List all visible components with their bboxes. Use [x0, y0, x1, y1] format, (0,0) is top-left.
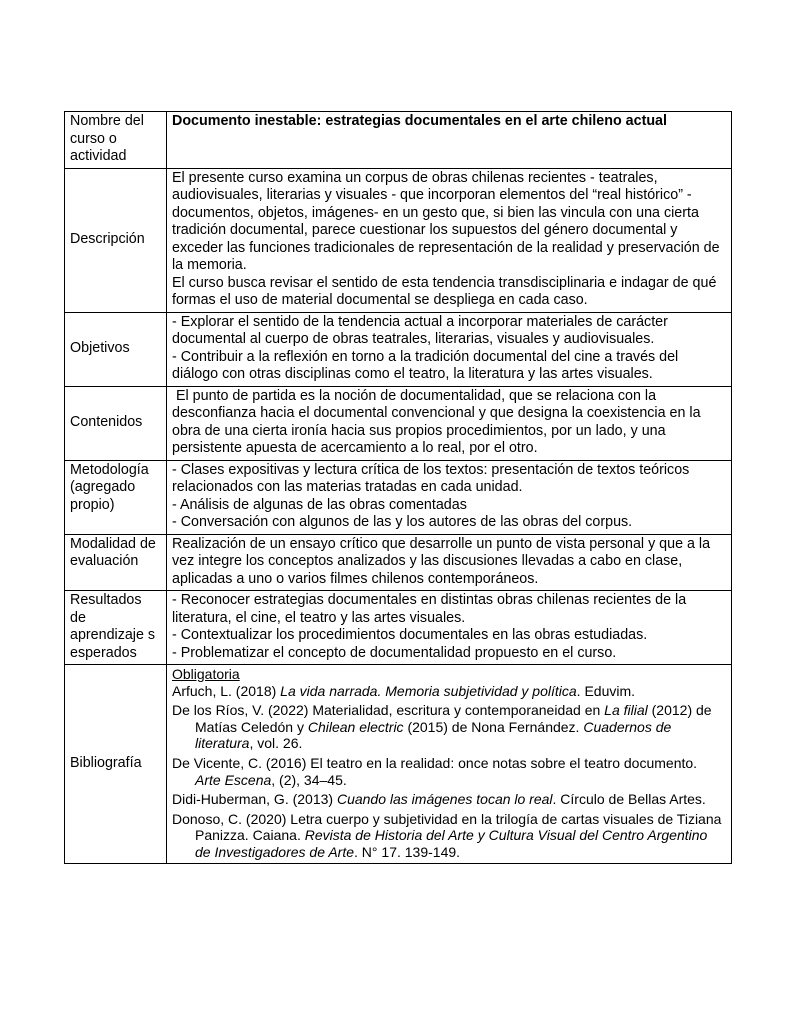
- reference-item: Didi-Huberman, G. (2013) Cuando las imágenes tocan lo real. Círculo de Bellas Artes.: [172, 791, 706, 808]
- objetivo-item: - Explorar el sentido de la tendencia actual a incorporar materiales de carácter documental al cuerpo de obras teatrales, literarias, visuales y audiovisuales.: [172, 313, 668, 347]
- value-resultados: [167, 591, 732, 665]
- label-contenidos: Contenidos: [65, 386, 167, 460]
- row-nombre: [65, 112, 732, 169]
- label-metodologia: Metodología (agregado propio): [65, 460, 167, 534]
- row-modalidad: [65, 534, 732, 591]
- value-modalidad: Realización de un ensayo crítico que desarrolle un punto de vista personal y que a la vez integre los conceptos analizados y las discusiones llevadas a cabo en clase, aplicadas a uno o varios filmes chilenos contemporáneos.: [167, 534, 732, 591]
- value-bibliografia: [167, 665, 732, 864]
- bibliografia-heading: Obligatoria: [172, 666, 240, 682]
- label-bibliografia: Bibliografía: [65, 665, 167, 864]
- reference-item: Arfuch, L. (2018) La vida narrada. Memoria subjetividad y política. Eduvim.: [172, 682, 636, 699]
- metodologia-item: - Análisis de algunas de las obras comentadas: [172, 496, 467, 513]
- row-descripcion: [65, 168, 732, 312]
- resultado-item: - Problematizar el concepto de documentalidad propuesto en el curso.: [172, 644, 617, 661]
- descripcion-paragraph-2: El curso busca revisar el sentido de esta tendencia transdisciplinaria e indagar de qué formas el uso de material documental se despliega en cada caso.: [172, 274, 717, 308]
- row-objetivos: [65, 312, 732, 386]
- reference-item: Donoso, C. (2020) Letra cuerpo y subjetividad en la trilogía de cartas visuales de Tiziana Panizza. Caiana. Revista de Historia del Arte y Cultura Visual del Centro Argentino de Investigadores de Arte. N° 17. 139-149.: [172, 810, 722, 860]
- label-modalidad: Modalidad de evaluación: [65, 534, 167, 591]
- value-descripcion: [167, 168, 732, 312]
- descripcion-paragraph-1: El presente curso examina un corpus de obras chilenas recientes - teatrales, audiovisuales, literarias y visuales - que incorporan elementos del “real histórico” -documentos, objetos, imágenes- en un gesto que, si bien las vincula con una cierta tradición documental, parece cuestionar los supuestos del género documental y exceder las funciones tradicionales de representación de la realidad y preservación de la memoria.: [172, 169, 720, 273]
- course-title: Documento inestable: estrategias documentales en el arte chileno actual: [167, 112, 732, 169]
- row-bibliografia: [65, 665, 732, 864]
- reference-item: De Vicente, C. (2016) El teatro en la realidad: once notas sobre el teatro documento. Arte Escena, (2), 34–45.: [172, 754, 698, 788]
- resultado-item: - Contextualizar los procedimientos documentales en las obras estudiadas.: [172, 627, 648, 643]
- row-contenidos: [65, 386, 732, 460]
- row-metodologia: [65, 460, 732, 534]
- label-objetivos: Objetivos: [65, 312, 167, 386]
- objetivo-item: - Contribuir a la reflexión en torno a la tradición documental del cine a través del diálogo con otras disciplinas como el teatro, la literatura y las artes visuales.: [172, 348, 679, 382]
- value-objetivos: [167, 312, 732, 386]
- row-resultados: [65, 591, 732, 665]
- metodologia-item: - Clases expositivas y lectura crítica de los textos: presentación de textos teóricos relacionados con las materias tratadas en cada unidad.: [172, 461, 690, 495]
- label-descripcion: Descripción: [65, 168, 167, 312]
- resultado-item: - Reconocer estrategias documentales en distintas obras chilenas recientes de la literatura, el cine, el teatro y las artes visuales.: [172, 592, 687, 626]
- value-metodologia: [167, 460, 732, 534]
- reference-item: De los Ríos, V. (2022) Materialidad, escritura y contemporaneidad en La filial (2012) de Matías Celedón y Chilean electric (2015) de Nona Fernández. Cuadernos de literatura, vol. 26.: [172, 702, 712, 752]
- label-resultados: Resultados de aprendizaje s esperados: [65, 591, 167, 665]
- value-contenidos: El punto de partida es la noción de documentalidad, que se relaciona con la desconfianza hacia el documental convencional y que designa la coexistencia en la obra de una cierta ironía hacia sus propios procedimientos, por un lado, y una persistente apuesta de acercamiento a lo real, por el otro.: [167, 386, 732, 460]
- course-table: [64, 111, 732, 864]
- metodologia-item: - Conversación con algunos de las y los autores de las obras del corpus.: [172, 514, 633, 530]
- label-nombre: Nombre del curso o actividad: [65, 112, 167, 169]
